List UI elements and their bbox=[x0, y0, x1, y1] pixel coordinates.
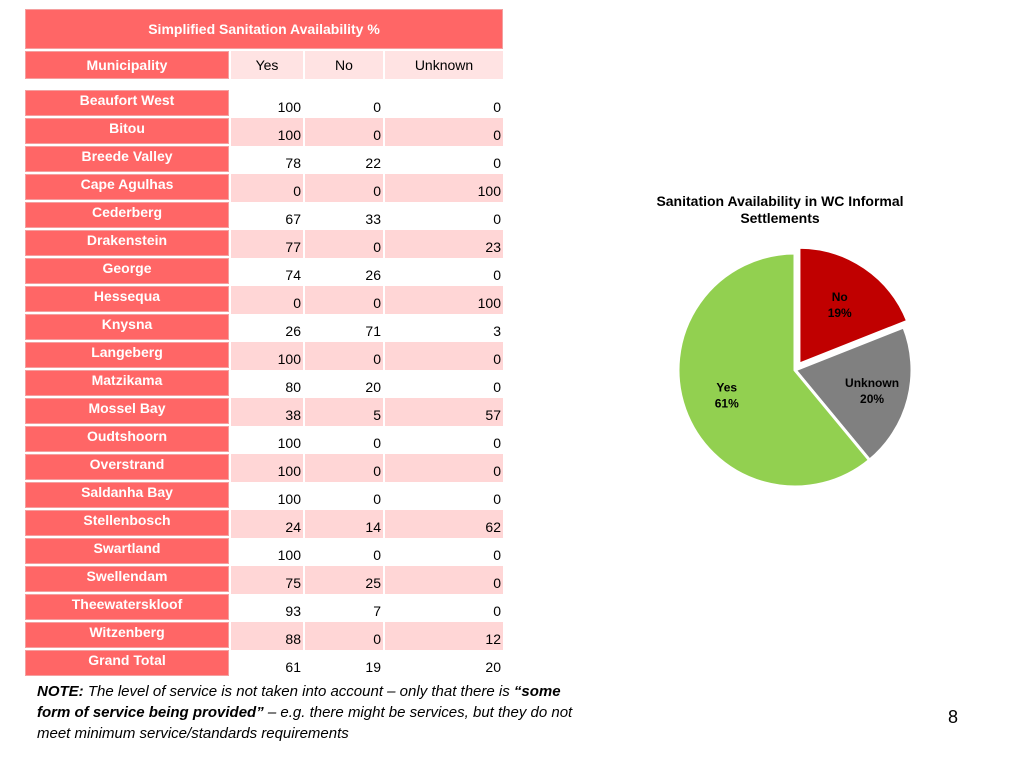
unknown-cell: 12 bbox=[383, 622, 503, 650]
yes-cell: 75 bbox=[229, 566, 303, 594]
note-text bbox=[37, 681, 597, 744]
yes-cell: 100 bbox=[229, 118, 303, 146]
yes-cell: 100 bbox=[229, 482, 303, 510]
municipality-cell: Beaufort West bbox=[25, 90, 229, 116]
header-yes: Yes bbox=[229, 51, 303, 79]
no-cell: 25 bbox=[303, 566, 383, 594]
municipality-cell: George bbox=[25, 258, 229, 284]
yes-cell: 80 bbox=[229, 370, 303, 398]
unknown-cell: 0 bbox=[383, 202, 503, 230]
municipality-cell: Bitou bbox=[25, 118, 229, 144]
slice-label-unknown: Unknown 20% bbox=[845, 375, 900, 406]
table-row bbox=[25, 90, 503, 118]
unknown-cell: 0 bbox=[383, 426, 503, 454]
unknown-cell: 0 bbox=[383, 594, 503, 622]
table-row bbox=[25, 650, 503, 678]
yes-cell: 0 bbox=[229, 286, 303, 314]
unknown-cell: 100 bbox=[383, 286, 503, 314]
no-cell: 22 bbox=[303, 146, 383, 174]
no-cell: 0 bbox=[303, 482, 383, 510]
municipality-cell: Drakenstein bbox=[25, 230, 229, 256]
table-row bbox=[25, 118, 503, 146]
no-cell: 0 bbox=[303, 174, 383, 202]
table-row bbox=[25, 286, 503, 314]
yes-cell: 0 bbox=[229, 174, 303, 202]
no-cell: 20 bbox=[303, 370, 383, 398]
municipality-cell: Overstrand bbox=[25, 454, 229, 480]
no-cell: 0 bbox=[303, 454, 383, 482]
yes-cell: 100 bbox=[229, 342, 303, 370]
municipality-cell: Cederberg bbox=[25, 202, 229, 228]
table-row bbox=[25, 398, 503, 426]
unknown-cell: 3 bbox=[383, 314, 503, 342]
no-cell: 0 bbox=[303, 118, 383, 146]
unknown-cell: 0 bbox=[383, 258, 503, 286]
municipality-cell: Knysna bbox=[25, 314, 229, 340]
no-cell: 0 bbox=[303, 426, 383, 454]
unknown-cell: 57 bbox=[383, 398, 503, 426]
municipality-cell: Matzikama bbox=[25, 370, 229, 396]
no-cell: 14 bbox=[303, 510, 383, 538]
table-row bbox=[25, 146, 503, 174]
table-body bbox=[25, 90, 503, 678]
yes-cell: 100 bbox=[229, 90, 303, 118]
unknown-cell: 0 bbox=[383, 90, 503, 118]
page-number: 8 bbox=[948, 707, 959, 727]
yes-cell: 77 bbox=[229, 230, 303, 258]
municipality-cell: Breede Valley bbox=[25, 146, 229, 172]
municipality-cell: Grand Total bbox=[25, 650, 229, 676]
yes-cell: 24 bbox=[229, 510, 303, 538]
no-cell: 0 bbox=[303, 538, 383, 566]
unknown-cell: 0 bbox=[383, 146, 503, 174]
municipality-cell: Swellendam bbox=[25, 566, 229, 592]
table-row bbox=[25, 370, 503, 398]
yes-cell: 74 bbox=[229, 258, 303, 286]
unknown-cell: 20 bbox=[383, 650, 503, 678]
no-cell: 71 bbox=[303, 314, 383, 342]
municipality-cell: Oudtshoorn bbox=[25, 426, 229, 452]
no-cell: 0 bbox=[303, 230, 383, 258]
unknown-cell: 23 bbox=[383, 230, 503, 258]
yes-cell: 61 bbox=[229, 650, 303, 678]
table-row bbox=[25, 510, 503, 538]
chart-title: Sanitation Availability in WC Informal Settlements bbox=[656, 193, 904, 226]
note-lead: NOTE: bbox=[37, 683, 84, 700]
no-cell: 26 bbox=[303, 258, 383, 286]
unknown-cell: 0 bbox=[383, 342, 503, 370]
table-row bbox=[25, 342, 503, 370]
municipality-cell: Stellenbosch bbox=[25, 510, 229, 536]
municipality-cell: Witzenberg bbox=[25, 622, 229, 648]
yes-cell: 100 bbox=[229, 454, 303, 482]
table-row bbox=[25, 454, 503, 482]
unknown-cell: 62 bbox=[383, 510, 503, 538]
no-cell: 0 bbox=[303, 90, 383, 118]
table-row bbox=[25, 230, 503, 258]
header-unknown: Unknown bbox=[383, 51, 503, 79]
no-cell: 0 bbox=[303, 286, 383, 314]
note-emphasis: “some form of service being provided” bbox=[37, 683, 561, 721]
header-no: No bbox=[303, 51, 383, 79]
municipality-cell: Cape Agulhas bbox=[25, 174, 229, 200]
municipality-cell: Theewaterskloof bbox=[25, 594, 229, 620]
municipality-cell: Mossel Bay bbox=[25, 398, 229, 424]
table-row bbox=[25, 258, 503, 286]
municipality-cell: Saldanha Bay bbox=[25, 482, 229, 508]
header-municipality: Municipality bbox=[25, 51, 229, 79]
municipality-cell: Langeberg bbox=[25, 342, 229, 368]
pie-chart bbox=[660, 235, 930, 505]
no-cell: 7 bbox=[303, 594, 383, 622]
table-row bbox=[25, 622, 503, 650]
table-title: Simplified Sanitation Availability % bbox=[25, 9, 503, 49]
unknown-cell: 0 bbox=[383, 454, 503, 482]
unknown-cell: 0 bbox=[383, 370, 503, 398]
yes-cell: 93 bbox=[229, 594, 303, 622]
yes-cell: 100 bbox=[229, 538, 303, 566]
table-row bbox=[25, 566, 503, 594]
yes-cell: 67 bbox=[229, 202, 303, 230]
no-cell: 0 bbox=[303, 342, 383, 370]
unknown-cell: 0 bbox=[383, 538, 503, 566]
table-row bbox=[25, 482, 503, 510]
slice-label-yes: Yes 61% bbox=[714, 380, 739, 411]
yes-cell: 78 bbox=[229, 146, 303, 174]
unknown-cell: 0 bbox=[383, 118, 503, 146]
no-cell: 5 bbox=[303, 398, 383, 426]
yes-cell: 26 bbox=[229, 314, 303, 342]
slice-label-no: No 19% bbox=[827, 290, 852, 321]
municipality-cell: Swartland bbox=[25, 538, 229, 564]
note-text-2: – e.g. there might be services, but they do not meet minimum service/standards requirements bbox=[37, 704, 573, 742]
yes-cell: 88 bbox=[229, 622, 303, 650]
note-text-1: The level of service is not taken into account – only that there is bbox=[83, 683, 514, 700]
unknown-cell: 100 bbox=[383, 174, 503, 202]
table-row bbox=[25, 594, 503, 622]
table-header-row bbox=[25, 51, 503, 79]
no-cell: 33 bbox=[303, 202, 383, 230]
table-row bbox=[25, 426, 503, 454]
yes-cell: 100 bbox=[229, 426, 303, 454]
table-row bbox=[25, 202, 503, 230]
no-cell: 0 bbox=[303, 622, 383, 650]
table-row bbox=[25, 538, 503, 566]
table-row bbox=[25, 174, 503, 202]
unknown-cell: 0 bbox=[383, 566, 503, 594]
table-row bbox=[25, 314, 503, 342]
no-cell: 19 bbox=[303, 650, 383, 678]
yes-cell: 38 bbox=[229, 398, 303, 426]
unknown-cell: 0 bbox=[383, 482, 503, 510]
municipality-cell: Hessequa bbox=[25, 286, 229, 312]
